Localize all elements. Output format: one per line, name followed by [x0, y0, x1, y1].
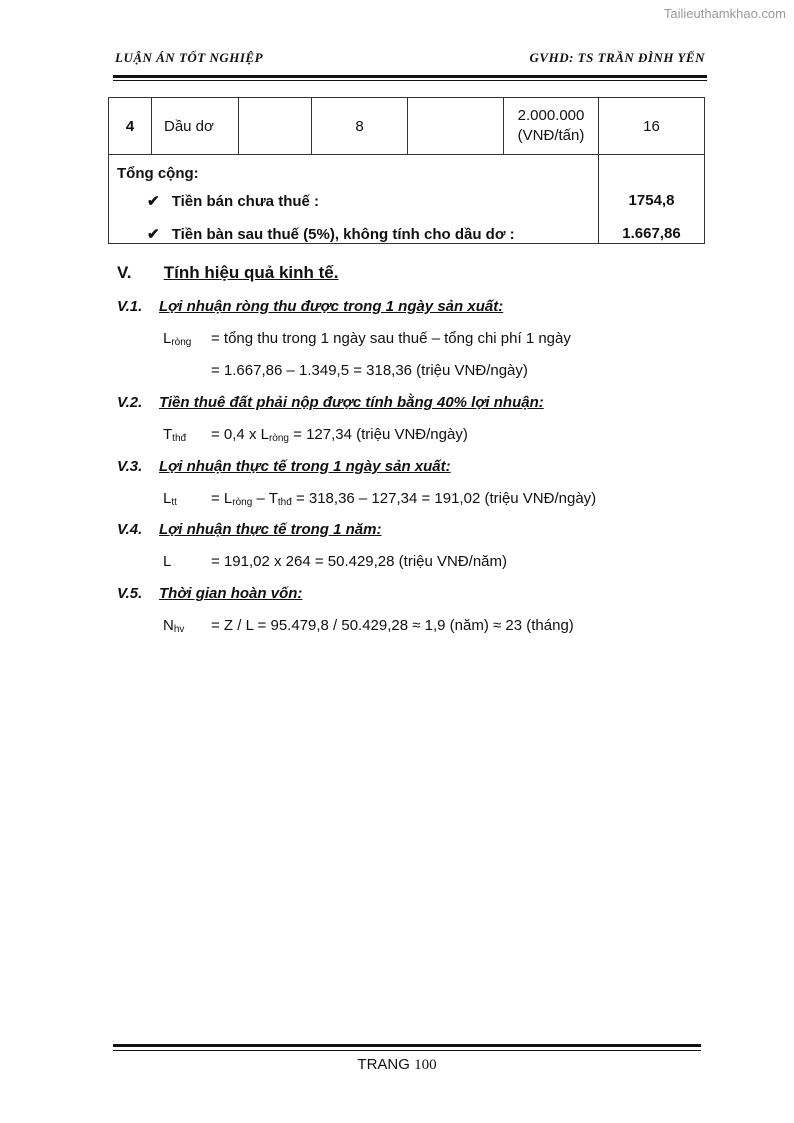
row-total: 16 [599, 98, 705, 155]
formula-line: = Z / L = 95.479,8 / 50.429,28 ≈ 1,9 (năm) ≈ 23 (tháng) [211, 617, 574, 634]
header-rule [113, 75, 707, 78]
footer-rule-thin [113, 1050, 701, 1051]
page-header [115, 50, 705, 72]
row-quantity: 8 [312, 98, 408, 155]
subsection-heading [117, 521, 381, 538]
formula-symbol: $L_{ròng}$ [163, 330, 192, 348]
summary-title: Tổng cộng: [117, 165, 199, 182]
revenue-table [108, 97, 705, 244]
row-empty-cell [408, 98, 504, 155]
footer-label: TRANG [357, 1056, 410, 1073]
subsection-number: V.3. [117, 458, 143, 475]
subsection-title: Lợi nhuận thực tế trong 1 năm: [159, 521, 382, 538]
footer-rule [113, 1044, 701, 1047]
formula-symbol: L [163, 553, 172, 570]
formula-line: = tổng thu trong 1 ngày sau thuế – tổng chi phí 1 ngày [211, 330, 571, 347]
row-product-name: Dầu dơ [152, 98, 239, 155]
subsection-heading [117, 458, 451, 475]
subsection-title: Thời gian hoàn vốn: [159, 585, 303, 602]
watermark: Tailieuthamkhao.com [663, 6, 786, 21]
header-thesis-title: LUẬN ÁN TỐT NGHIỆP [115, 50, 264, 65]
subsection-title: Tiền thuê đất phải nộp được tính bằng 40% lợi nhuận: [159, 394, 544, 411]
summary-item [117, 192, 598, 225]
subsection-number: V.1. [117, 298, 143, 315]
subsection-heading [117, 394, 544, 411]
page-number: 100 [414, 1057, 437, 1073]
checkmark-icon: ✔ [147, 193, 160, 210]
formula-symbol: $T_{thđ}$ [163, 426, 187, 444]
formula-line: = 1.667,86 – 1.349,5 = 318,36 (triệu VNĐ/ngày) [211, 362, 528, 379]
summary-row [109, 155, 705, 244]
summary-labels [109, 155, 599, 244]
subsection-heading [117, 298, 503, 315]
summary-item [117, 225, 598, 243]
subsection-heading [117, 585, 302, 602]
subsection-number: V.5. [117, 585, 143, 602]
header-rule-thin [113, 80, 707, 81]
subsection-title: Lợi nhuận ròng thu được trong 1 ngày sản xuất: [159, 298, 504, 315]
summary-item-label: Tiền bán chưa thuế : [171, 193, 320, 210]
subsection-number: V.2. [117, 394, 143, 411]
price-value: 2.000.000 [517, 107, 585, 124]
summary-item-label: Tiền bàn sau thuế (5%), không tính cho dầu dơ : [171, 226, 515, 243]
subsection-title: Lợi nhuận thực tế trong 1 ngày sản xuất: [159, 458, 451, 475]
header-advisor: GVHD: TS TRẦN ĐÌNH YẾN [529, 50, 705, 65]
formula-line: = 0,4 x $L_{ròng} = 127,34$ (triệu VNĐ/ngày) [211, 426, 468, 444]
row-number: 4 [109, 98, 152, 155]
summary-value: 1754,8 [628, 192, 675, 209]
formula-symbol: $L_{tt}$ [163, 490, 177, 508]
formula-symbol: $N_{hv}$ [163, 617, 185, 635]
subsection-number: V.4. [117, 521, 143, 538]
formula-line: = 191,02 x 264 = 50.429,28 (triệu VNĐ/năm) [211, 553, 508, 570]
section-number: V. [117, 263, 132, 282]
summary-values [599, 155, 705, 244]
row-empty-cell [239, 98, 312, 155]
table-row [109, 98, 705, 155]
section-heading [117, 263, 338, 283]
summary-value: 1.667,86 [622, 225, 681, 242]
page-footer [0, 1056, 794, 1074]
row-unit-price [504, 98, 599, 155]
checkmark-icon: ✔ [147, 226, 160, 243]
formula-line: = $L_{ròng} - T_{thđ} = 318,36 - 127,34 = 191,02$ (triệu VNĐ/ngày) [211, 490, 597, 508]
section-title: Tính hiệu quả kinh tế. [163, 263, 339, 282]
price-unit: (VNĐ/tấn) [517, 127, 585, 144]
